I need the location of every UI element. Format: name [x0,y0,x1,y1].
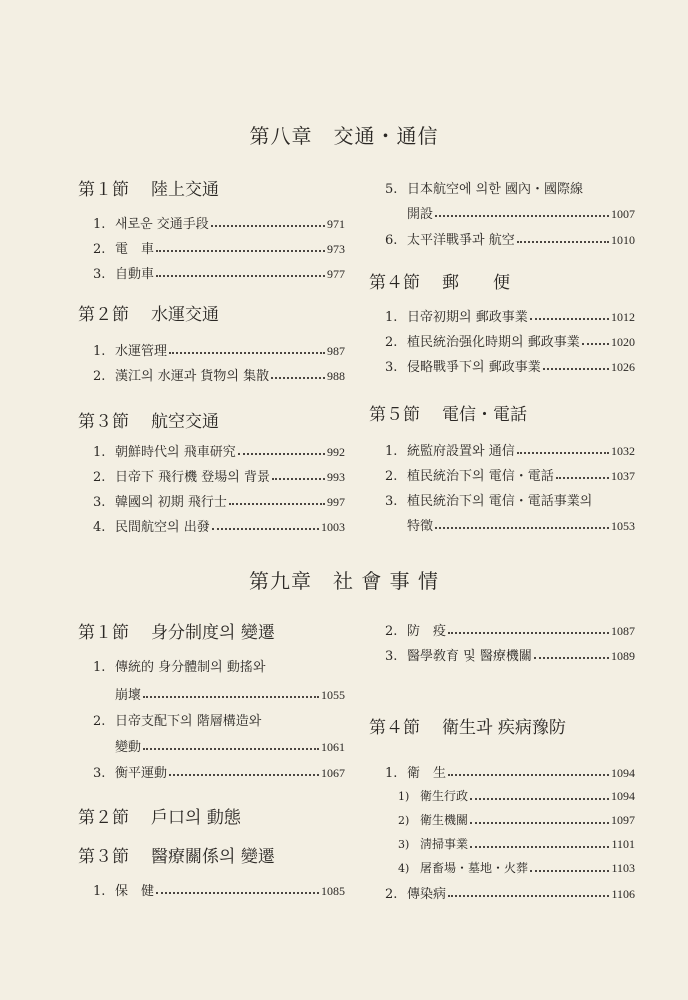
entry-title: 韓國의 初期 飛行士 [115,495,227,510]
entry-page: 1010 [611,233,635,247]
section-label: 第３節 [78,412,129,432]
toc-entry-continuation [407,203,635,222]
section-label: 第１節 [78,623,129,643]
section-heading [78,407,219,432]
leader-dots [530,870,609,872]
leader-dots [143,748,319,750]
toc-entry-continuation [115,736,345,755]
entry-page: 1103 [611,861,635,875]
entry-number: 4. [93,520,106,535]
entry-title: 植民統治强化時期의 郵政事業 [407,335,580,350]
entry-title: 日帝初期의 郵政事業 [407,310,528,325]
leader-dots [211,225,325,227]
entry-number: 2. [93,714,106,729]
toc-entry [93,466,345,485]
toc-subentry [398,859,635,876]
leader-dots [156,275,325,277]
entry-page: 971 [327,217,345,231]
section-label: 第２節 [78,808,129,828]
entry-title: 傳統的 身分體制의 動搖와 [115,660,266,675]
section-heading [369,400,527,425]
toc-subentry [398,787,635,804]
leader-dots [435,215,609,217]
entry-number: 6. [385,233,398,248]
entry-number: 1. [93,884,106,899]
leader-dots [543,368,609,370]
entry-title: 自動車 [115,267,155,282]
toc-entry [93,880,345,899]
entry-title: 朝鮮時代의 飛車研究 [115,445,236,460]
entry-page: 1085 [321,884,345,898]
entry-number: 3. [93,766,106,781]
entry-number: 3) [398,838,410,851]
toc-entry [385,465,635,484]
toc-entry [93,263,345,282]
section-title: 郵 便 [442,273,510,293]
entry-title: 醫學敎育 및 醫療機關 [407,649,532,664]
section-title: 航空交通 [151,412,219,432]
entry-title: 植民統治下의 電信・電話事業의 [407,494,593,509]
entry-number: 2. [93,242,106,257]
entry-page: 973 [327,242,345,256]
entry-title: 衛生行政 [420,789,469,803]
toc-entry [385,883,635,902]
section-label: 第５節 [369,405,420,425]
toc-entry [93,656,345,675]
leader-dots [435,527,609,529]
entry-number: 1. [93,660,106,675]
entry-number: 2. [385,624,398,639]
entry-page: 987 [327,344,345,358]
toc-entry [385,306,635,325]
section-title: 電信・電話 [442,405,527,425]
entry-page: 1101 [611,837,635,851]
section-label: 第２節 [78,305,129,325]
entry-page: 1094 [611,789,635,803]
leader-dots [143,696,319,698]
entry-page: 993 [327,470,345,484]
entry-title: 衛生機關 [420,813,469,827]
leader-dots [271,377,325,379]
entry-title: 屠畜場・墓地・火葬 [420,861,529,875]
toc-entry [93,238,345,257]
leader-dots [156,892,319,894]
toc-entry [93,340,345,359]
entry-number: 4) [398,862,410,875]
entry-page: 1087 [611,624,635,638]
chapter-9-heading: 第九章 社 會 事 情 [248,569,440,593]
entry-title: 防 疫 [407,624,447,639]
toc-entry [385,440,635,459]
toc-entry [385,490,635,509]
entry-title: 統監府設置와 通信 [407,444,515,459]
entry-number: 1. [385,310,398,325]
entry-page: 1067 [321,766,345,780]
leader-dots [212,528,319,530]
leader-dots [169,774,319,776]
entry-number: 1. [93,344,106,359]
entry-title: 電 車 [115,242,155,257]
leader-dots [556,477,609,479]
entry-title: 保 健 [115,884,155,899]
entry-page: 997 [327,495,345,509]
leader-dots [448,632,609,634]
entry-page: 1007 [611,207,635,221]
toc-subentry [398,835,635,852]
toc-entry [385,229,635,248]
toc-entry [93,491,345,510]
section-title: 戶口의 動態 [151,808,241,828]
leader-dots [530,318,609,320]
entry-title: 變動 [115,740,142,755]
toc-entry [385,645,635,664]
leader-dots [517,241,609,243]
entry-title: 日帝下 飛行機 登場의 背景 [115,470,270,485]
entry-page: 1037 [611,469,635,483]
toc-entry [93,710,345,729]
entry-title: 衡平運動 [115,766,168,781]
entry-number: 1) [398,790,410,803]
entry-number: 5. [385,182,398,197]
section-title: 陸上交通 [151,180,219,200]
section-title: 身分制度의 變遷 [151,623,275,643]
leader-dots [169,352,325,354]
entry-page: 1055 [321,688,345,702]
entry-title: 水運管理 [115,344,168,359]
entry-page: 1032 [611,444,635,458]
entry-title: 傳染病 [407,887,447,902]
toc-entry [93,213,345,232]
entry-title: 侵略戰爭下의 郵政事業 [407,360,541,375]
chapter-8-heading: 第八章 交通・通信 [249,124,439,148]
section-title: 醫療關係의 變遷 [151,847,275,867]
toc-entry [93,441,345,460]
toc-subentry [398,811,635,828]
entry-page: 1094 [611,766,635,780]
leader-dots [534,657,609,659]
entry-page: 977 [327,267,345,281]
entry-title: 日本航空에 의한 國內・國際線 [407,182,583,197]
toc-entry [93,762,345,781]
section-title: 水運交通 [151,305,219,325]
entry-number: 3. [385,649,398,664]
entry-number: 2. [385,335,398,350]
section-label: 第３節 [78,847,129,867]
toc-entry [385,331,635,350]
leader-dots [272,478,325,480]
toc-entry [93,365,345,384]
entry-number: 3. [385,494,398,509]
entry-page: 1012 [611,310,635,324]
leader-dots [448,774,609,776]
leader-dots [238,453,325,455]
entry-number: 3. [385,360,398,375]
entry-title: 植民統治下의 電信・電話 [407,469,554,484]
entry-number: 1. [385,766,398,781]
section-heading [78,300,219,325]
entry-title: 衛 生 [407,766,447,781]
entry-title: 漢江의 水運과 貨物의 集散 [115,369,270,384]
entry-page: 988 [327,369,345,383]
entry-page: 1106 [611,887,635,901]
entry-page: 1020 [611,335,635,349]
entry-page: 992 [327,445,345,459]
entry-title: 淸掃事業 [420,837,469,851]
leader-dots [582,343,609,345]
leader-dots [229,503,325,505]
toc-entry-continuation [115,684,345,703]
entry-page: 1026 [611,360,635,374]
entry-number: 2) [398,814,410,827]
section-heading [369,713,566,738]
entry-title: 開設 [407,207,434,222]
entry-title: 崩壞 [115,688,142,703]
entry-page: 1003 [321,520,345,534]
entry-page: 1053 [611,519,635,533]
leader-dots [470,798,609,800]
entry-title: 日帝支配下의 階層構造와 [115,714,262,729]
toc-entry [93,516,345,535]
leader-dots [448,895,609,897]
leader-dots [470,822,609,824]
entry-title: 太平洋戰爭과 航空 [407,233,515,248]
entry-page: 1061 [321,740,345,754]
entry-number: 1. [93,445,106,460]
entry-number: 1. [385,444,398,459]
section-title: 衛生과 疾病豫防 [442,718,566,738]
toc-entry [385,356,635,375]
entry-number: 2. [93,470,106,485]
toc-entry [385,178,635,197]
section-heading [78,842,275,867]
leader-dots [470,846,609,848]
section-label: 第４節 [369,718,420,738]
entry-number: 3. [93,267,106,282]
entry-number: 3. [93,495,106,510]
entry-title: 民間航空의 出發 [115,520,210,535]
toc-entry [385,620,635,639]
entry-number: 1. [93,217,106,232]
entry-page: 1097 [611,813,635,827]
section-heading [78,618,275,643]
entry-page: 1089 [611,649,635,663]
entry-title: 새로운 交通手段 [115,217,209,232]
entry-number: 2. [385,887,398,902]
section-label: 第４節 [369,273,420,293]
toc-entry-continuation [407,515,635,534]
entry-title: 特徵 [407,519,434,534]
section-heading [78,175,219,200]
toc-entry [385,762,635,781]
leader-dots [156,250,325,252]
entry-number: 2. [385,469,398,484]
leader-dots [517,452,609,454]
entry-number: 2. [93,369,106,384]
section-label: 第１節 [78,180,129,200]
section-heading [78,803,241,828]
section-heading [369,268,510,293]
